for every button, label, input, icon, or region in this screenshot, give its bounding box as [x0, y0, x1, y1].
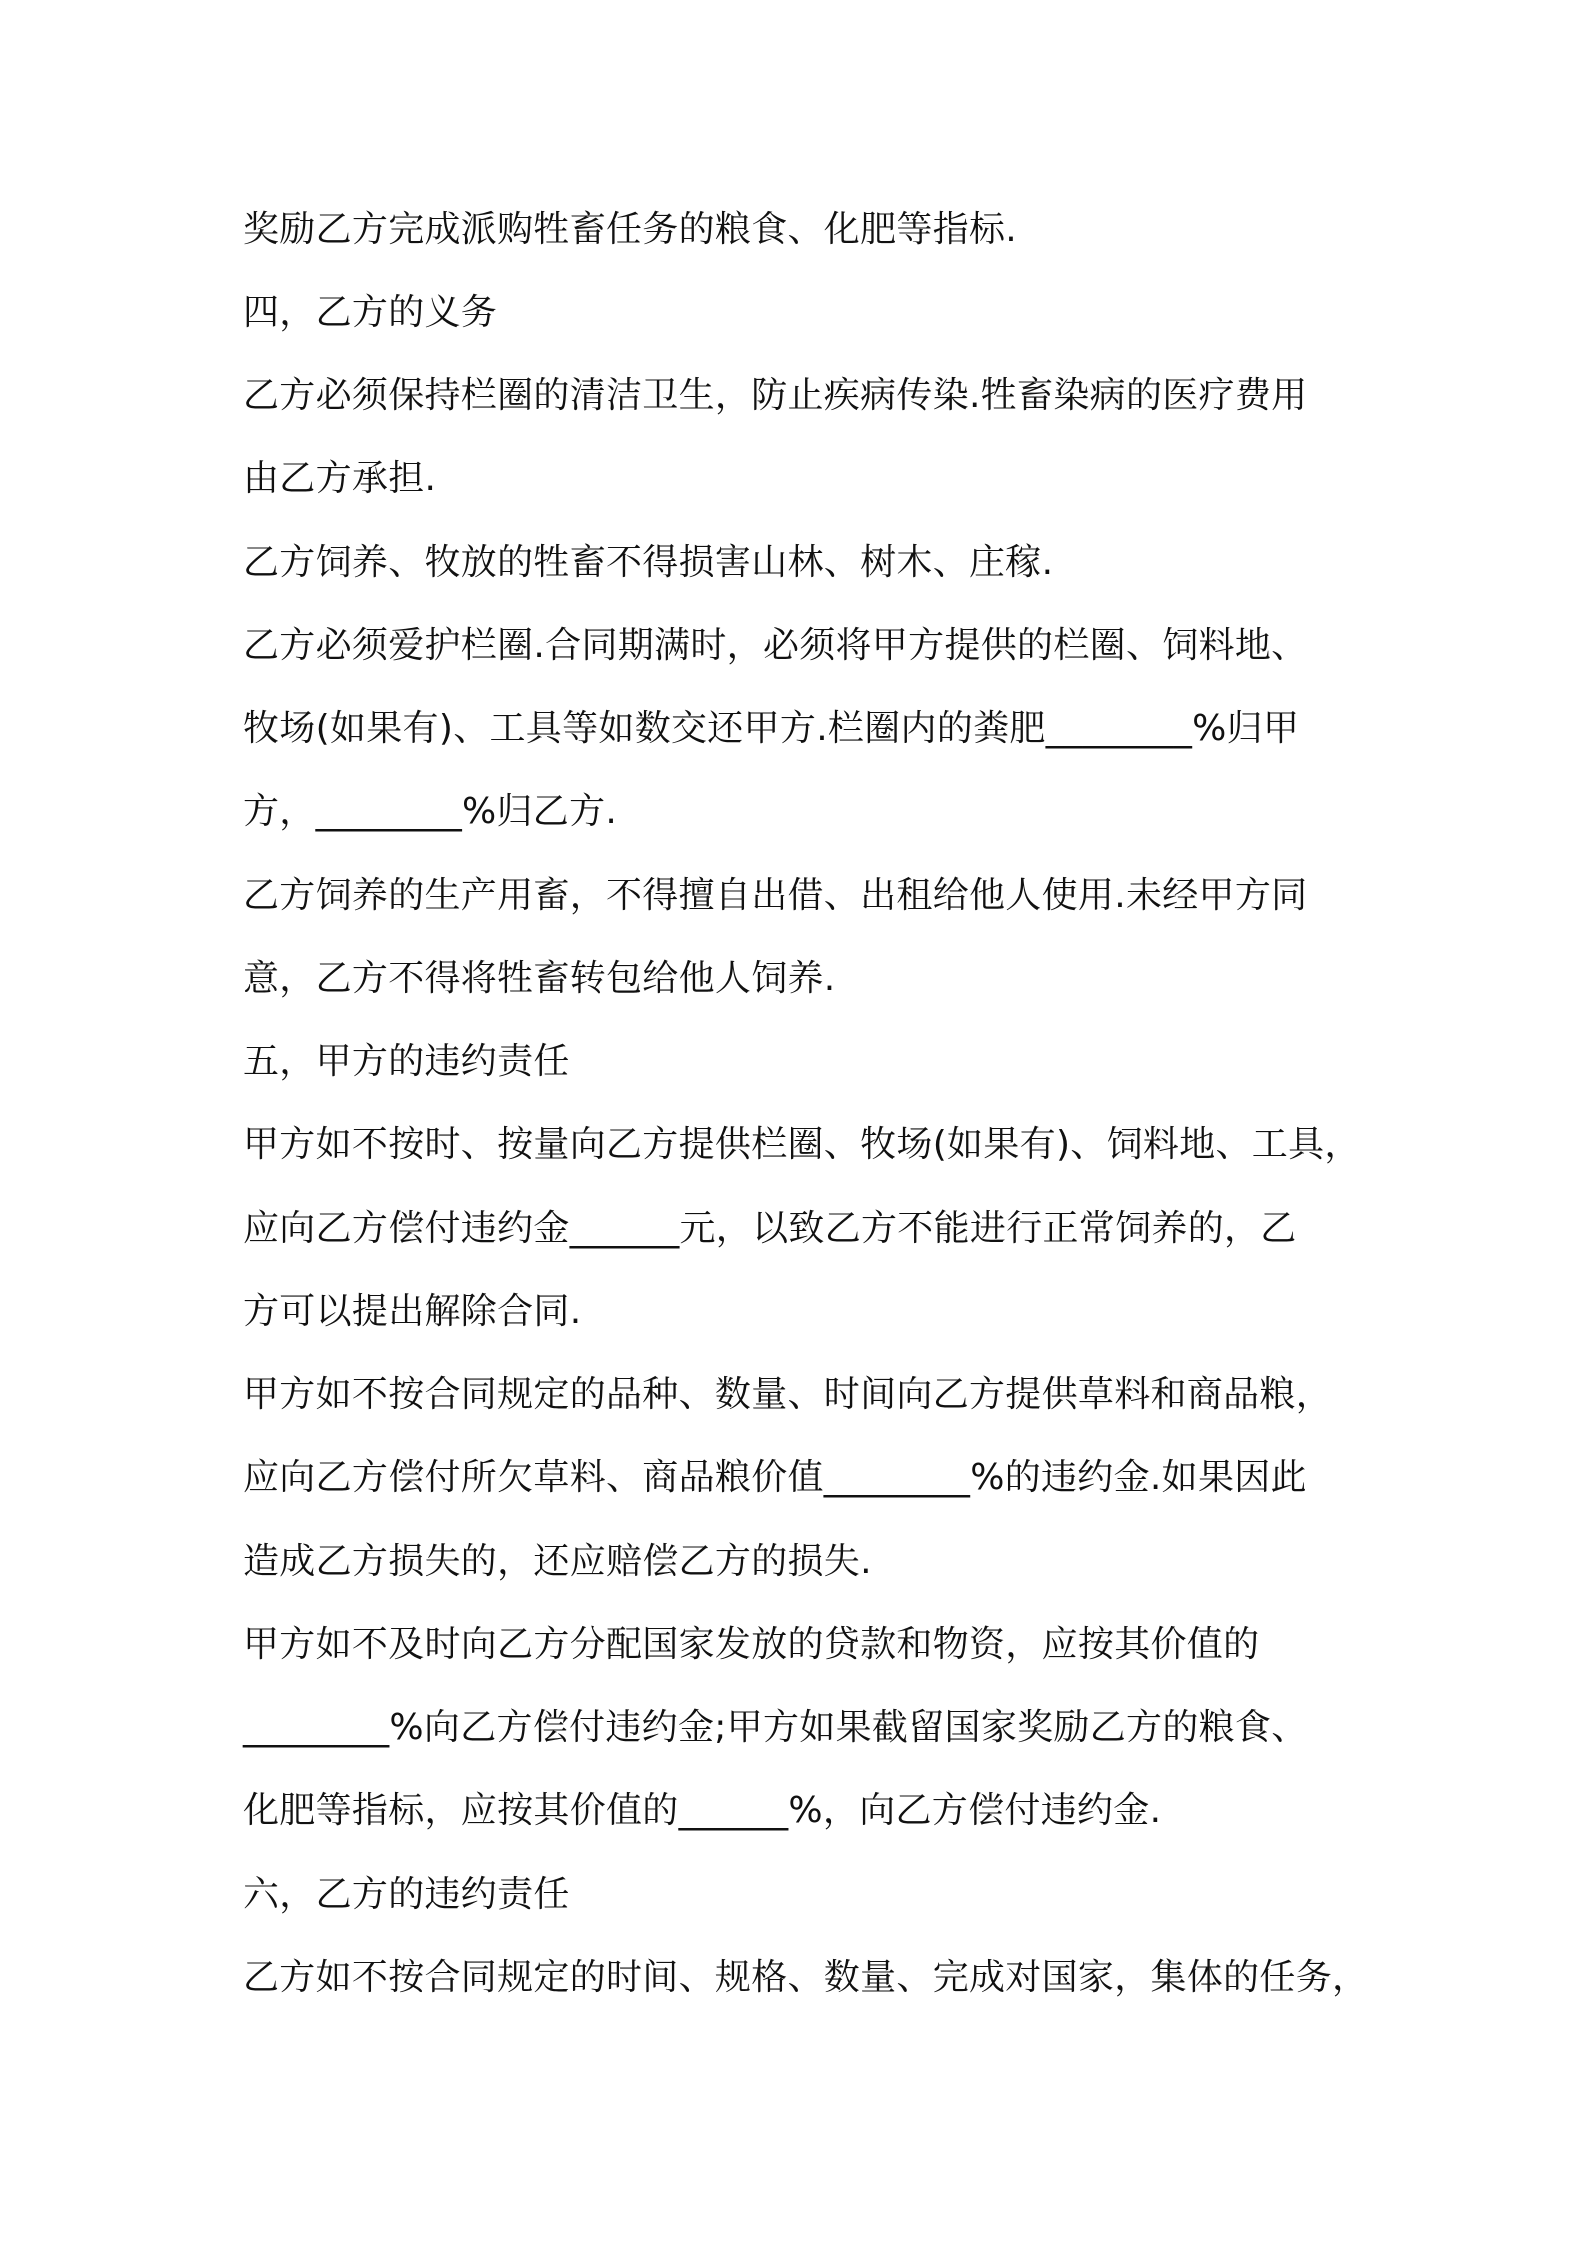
section-heading-6: 六，乙方的违约责任: [243, 1874, 570, 1915]
text-line-9: 乙方饲养的生产用畜，不得擅自出借、出租给他人使用.未经甲方同: [243, 875, 1308, 916]
text-line-7: 牧场(如果有)、工具等如数交还甲方.栏圈内的粪肥________%归甲: [243, 708, 1300, 749]
text-line-17: 造成乙方损失的，还应赔偿乙方的损失.: [243, 1541, 872, 1582]
text-line-18: 甲方如不及时向乙方分配国家发放的贷款和物资，应按其价值的: [243, 1624, 1260, 1665]
text-line-13: 应向乙方偿付违约金______元，以致乙方不能进行正常饲养的，乙: [243, 1208, 1297, 1249]
text-line-5: 乙方饲养、牧放的牲畜不得损害山林、树木、庄稼.: [243, 542, 1054, 583]
text-line-10: 意，乙方不得将牲畜转包给他人饲养.: [243, 958, 836, 999]
text-line-15: 甲方如不按合同规定的品种、数量、时间向乙方提供草料和商品粮，: [243, 1374, 1333, 1415]
section-heading-5: 五，甲方的违约责任: [243, 1041, 570, 1082]
text-line-8: 方，________%归乙方.: [243, 791, 618, 832]
text-line-19: ________%向乙方偿付违约金;甲方如果截留国家奖励乙方的粮食、: [243, 1707, 1308, 1748]
section-heading-4: 四，乙方的义务: [243, 292, 498, 333]
text-line-20: 化肥等指标，应按其价值的______%，向乙方偿付违约金.: [243, 1790, 1162, 1831]
text-line-1: 奖励乙方完成派购牲畜任务的粮食、化肥等指标.: [243, 209, 1018, 250]
text-line-12: 甲方如不按时、按量向乙方提供栏圈、牧场(如果有)、饲料地、工具，: [243, 1124, 1361, 1165]
text-line-4: 由乙方承担.: [243, 458, 437, 499]
text-line-6: 乙方必须爱护栏圈.合同期满时，必须将甲方提供的栏圈、饲料地、: [243, 625, 1308, 666]
text-line-3: 乙方必须保持栏圈的清洁卫生，防止疾病传染.牲畜染病的医疗费用: [243, 375, 1308, 416]
text-line-14: 方可以提出解除合同.: [243, 1291, 582, 1332]
text-line-16: 应向乙方偿付所欠草料、商品粮价值________%的违约金.如果因此: [243, 1457, 1307, 1498]
text-line-22: 乙方如不按合同规定的时间、规格、数量、完成对国家，集体的任务，: [243, 1957, 1369, 1998]
